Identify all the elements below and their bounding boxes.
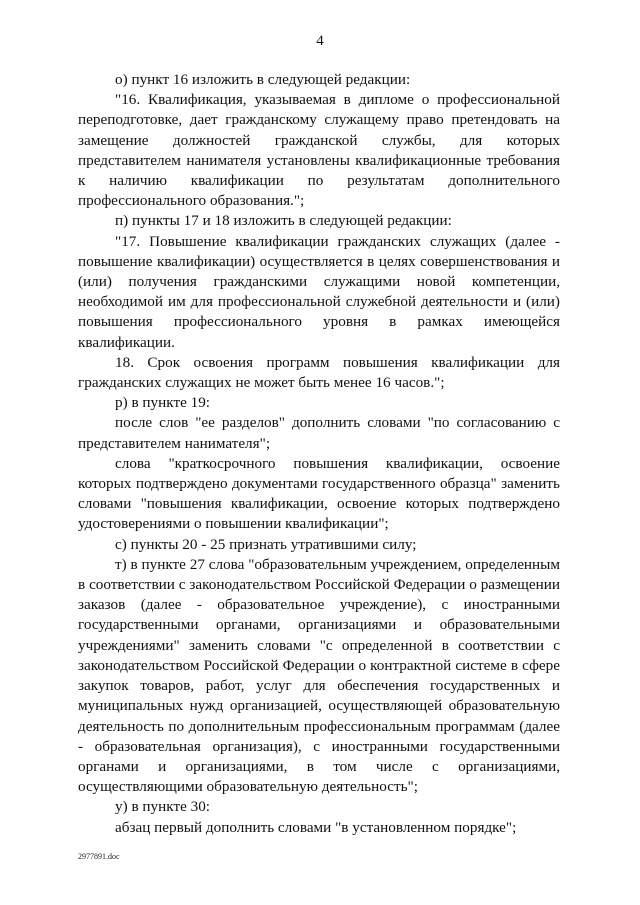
document-filename: 2977891.doc — [78, 852, 120, 861]
paragraph-u: у) в пункте 30: — [115, 798, 211, 816]
paragraph-t: т) в пункте 27 слова "образовательным учреждением, определенным в соответствии с законодательством Российской Федерации о размещении заказов (далее - образовательное учреждение), с иностранными государственными органами, организациями и образовательными учреждениями" заменить словами "с определенной в соответствии с законодательством Российской Федерации о контрактной системе в сфере закупок товаров, работ, услуг для обеспечения государственных и муниципальных нужд организацией, осуществляющей образовательную деятельность по дополнительным профессиональным программам (далее - образовательная организация), с иностранными государственными органами и организациями, в том числе с организациями, осуществляющими образовательную деятельность"; — [78, 555, 560, 796]
paragraph-s: с) пункты 20 - 25 признать утратившими силу; — [115, 535, 417, 553]
paragraph-item-18-text: 18. Срок освоения программ повышения квалификации для гражданских служащих не может быть менее 16 часов."; — [78, 353, 560, 392]
paragraph-o: о) пункт 16 изложить в следующей редакции: — [115, 71, 411, 88]
page-number: 4 — [316, 33, 324, 49]
paragraph-r-first-change: после слов "ее разделов" дополнить словами "по согласованию с представителем нанимателя"; — [78, 414, 560, 452]
paragraph-item-16-text: "16. Квалификация, указываемая в дипломе о профессиональной переподготовке, дает гражданскому служащему право претендовать на замещение должностей гражданской службы, для которых представителем нанимателя установлены квалификационные требования к наличию квалификации по результатам дополнительного профессионального образования."; — [78, 91, 560, 210]
document-body — [78, 70, 560, 838]
paragraph-item-17-text: "17. Повышение квалификации гражданских служащих (далее - повышение квалификации) осуществляется в целях совершенствования и (или) получения гражданскими служащими новой компетенции, необходимой им для профессиональной служебной деятельности и (или) повышения профессионального уровня в рамках имеющейся квалификации. — [78, 232, 560, 351]
paragraph-r-second-change: слова "краткосрочного повышения квалификации, освоение которых подтверждено документами государственного образца" заменить словами "повышения квалификации, освоение которых подтверждено удостоверениями о повышении квалификации"; — [78, 454, 560, 533]
paragraph-p: п) пункты 17 и 18 изложить в следующей редакции: — [115, 212, 452, 230]
paragraph-r: р) в пункте 19: — [115, 394, 211, 412]
paragraph-u-change: абзац первый дополнить словами "в установленном порядке"; — [115, 818, 517, 836]
